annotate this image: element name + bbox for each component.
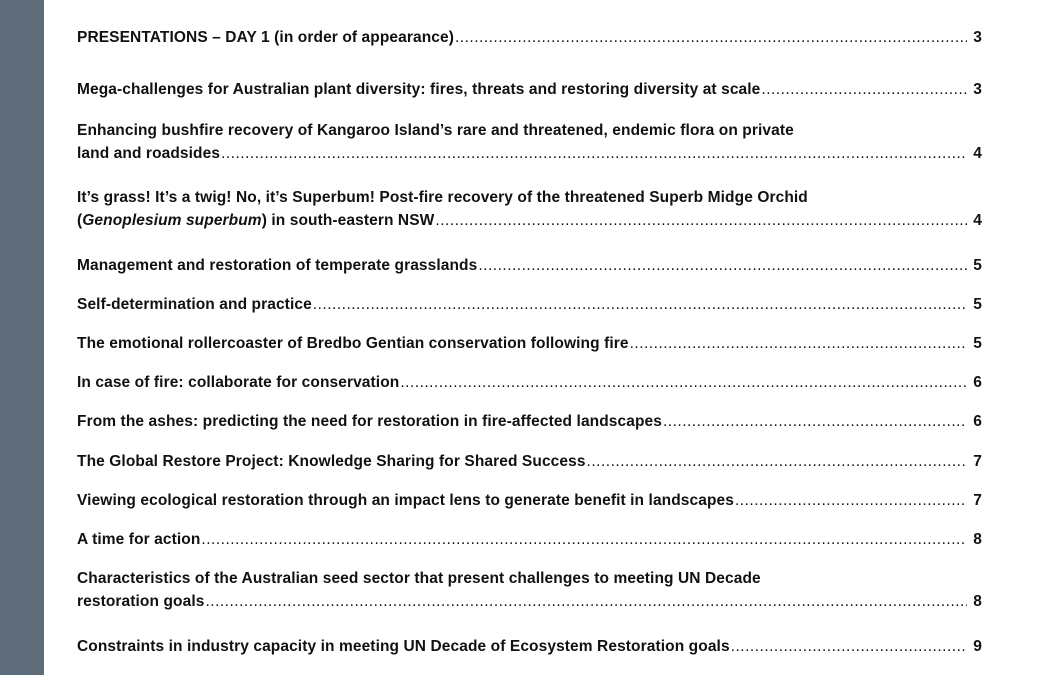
dot-leader — [735, 489, 967, 512]
dot-leader — [205, 590, 967, 613]
dot-leader — [478, 254, 967, 277]
toc-entry-title-line1: Characteristics of the Australian seed sector that present challenges to meeting UN Decade — [77, 570, 761, 587]
toc-entry-title: A time for action — [77, 531, 201, 548]
toc-page-number: 4 — [973, 212, 982, 229]
toc-entry[interactable] — [77, 410, 982, 433]
toc-entry-title: restoration goals — [77, 593, 205, 610]
species-name: Genoplesium superbum — [82, 212, 262, 229]
toc-entry-title: land and roadsides — [77, 145, 221, 162]
toc-entry-title: In case of fire: collaborate for conservation — [77, 374, 400, 391]
toc-entry[interactable] — [77, 528, 982, 551]
toc-entry[interactable] — [77, 567, 982, 613]
toc-page-number: 3 — [973, 81, 982, 98]
toc-page-number: 5 — [973, 296, 982, 313]
title-open-paren: ( — [77, 212, 83, 229]
dot-leader — [731, 635, 968, 658]
dot-leader — [400, 371, 967, 394]
toc-entry[interactable] — [77, 371, 982, 394]
toc-entry-title: Management and restoration of temperate grasslands — [77, 257, 478, 274]
toc-entry-title: Self-determination and practice — [77, 296, 312, 313]
toc-page-number: 3 — [973, 29, 982, 46]
title-rest: ) in south-eastern NSW — [261, 212, 435, 229]
toc-entry-title: From the ashes: predicting the need for restoration in fire-affected landscapes — [77, 413, 662, 430]
toc-entry[interactable] — [77, 293, 982, 316]
toc-page-number: 7 — [973, 453, 982, 470]
dot-leader — [630, 332, 968, 355]
dot-leader — [201, 528, 967, 551]
toc-entry[interactable] — [77, 78, 982, 101]
toc-page-number: 8 — [973, 593, 982, 610]
dot-leader — [313, 293, 967, 316]
toc-page-number: 4 — [973, 145, 982, 162]
toc-entry[interactable] — [77, 254, 982, 277]
toc-entry-title: Mega-challenges for Australian plant diversity: fires, threats and restoring diversity at scale — [77, 81, 761, 98]
toc-entry[interactable] — [77, 186, 982, 232]
dot-leader — [221, 142, 967, 165]
toc-page-number: 5 — [973, 335, 982, 352]
toc-entry[interactable] — [77, 119, 982, 165]
toc-entry[interactable] — [77, 489, 982, 512]
toc-entry[interactable] — [77, 635, 982, 658]
toc-page-number: 7 — [973, 492, 982, 509]
toc-heading[interactable] — [77, 26, 982, 49]
left-margin-bar — [0, 0, 44, 675]
toc-entry-title: The Global Restore Project: Knowledge Sharing for Shared Success — [77, 453, 586, 470]
toc-page-number: 5 — [973, 257, 982, 274]
toc-entry-title: Constraints in industry capacity in meeting UN Decade of Ecosystem Restoration goals — [77, 638, 730, 655]
toc-heading-title: PRESENTATIONS – DAY 1 (in order of appearance) — [77, 29, 454, 46]
toc-page-number: 8 — [973, 531, 982, 548]
toc-entry-title: The emotional rollercoaster of Bredbo Gentian conservation following fire — [77, 335, 629, 352]
dot-leader — [455, 26, 967, 49]
dot-leader — [761, 78, 967, 101]
dot-leader — [587, 450, 968, 473]
toc-entry-title-line1: It’s grass! It’s a twig! No, it’s Superbum! Post-fire recovery of the threatened Superb Midge Orchid — [77, 189, 808, 206]
toc-entry-title — [77, 209, 434, 232]
toc-entry-title: Viewing ecological restoration through an impact lens to generate benefit in landscapes — [77, 492, 734, 509]
toc-page-number: 9 — [973, 638, 982, 655]
toc-page-number: 6 — [973, 413, 982, 430]
toc-entry[interactable] — [77, 332, 982, 355]
dot-leader — [435, 209, 967, 232]
toc-entry[interactable] — [77, 450, 982, 473]
toc-entry-title-line1: Enhancing bushfire recovery of Kangaroo Island’s rare and threatened, endemic flora on private — [77, 122, 794, 139]
dot-leader — [663, 410, 967, 433]
toc-page-number: 6 — [973, 374, 982, 391]
